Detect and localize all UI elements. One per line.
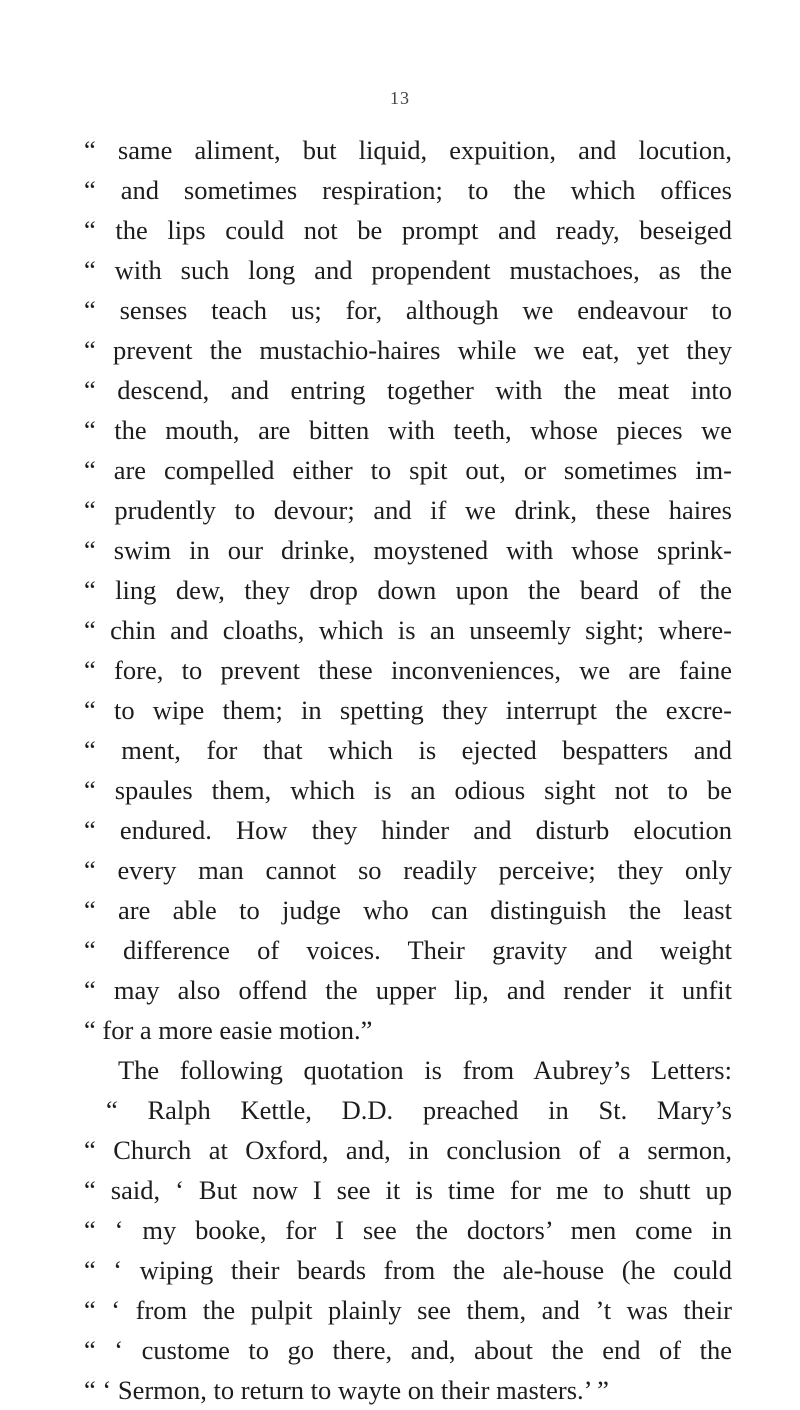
- text-line: “ with such long and propendent mustachoes, as the: [84, 255, 732, 285]
- text-line: “ may also offend the upper lip, and render it unfit: [84, 975, 732, 1005]
- text-line: “ same aliment, but liquid, expuition, and locution,: [84, 135, 732, 165]
- text-line: “ ‘ custome to go there, and, about the end of the: [84, 1335, 732, 1365]
- text-line: “ are compelled either to spit out, or sometimes im-: [84, 455, 732, 485]
- text-line: “ chin and cloaths, which is an unseemly sight; where-: [84, 615, 732, 645]
- text-line: “ ling dew, they drop down upon the beard of the: [84, 575, 732, 605]
- text-line: “ Church at Oxford, and, in conclusion of a sermon,: [84, 1135, 732, 1165]
- text-line: “ and sometimes respiration; to the which offices: [84, 175, 732, 205]
- text-line: “ ‘ from the pulpit plainly see them, and ’t was their: [84, 1295, 732, 1325]
- text-line: “ senses teach us; for, although we endeavour to: [84, 295, 732, 325]
- text-line: “ said, ‘ But now I see it is time for me to shutt up: [84, 1175, 732, 1205]
- text-line: “ every man cannot so readily perceive; they only: [84, 855, 732, 885]
- text-line: “ the mouth, are bitten with teeth, whose pieces we: [84, 415, 732, 445]
- text-line: “ prudently to devour; and if we drink, these haires: [84, 495, 732, 525]
- text-line: The following quotation is from Aubrey’s Letters:: [118, 1055, 732, 1085]
- text-line: “ Ralph Kettle, D.D. preached in St. Mary’s: [106, 1095, 732, 1125]
- text-line: “ the lips could not be prompt and ready, beseiged: [84, 215, 732, 245]
- text-line: “ ‘ my booke, for I see the doctors’ men come in: [84, 1215, 732, 1245]
- text-line: “ fore, to prevent these inconveniences, we are faine: [84, 655, 732, 685]
- text-line: “ are able to judge who can distinguish the least: [84, 895, 732, 925]
- page-number: 13: [390, 88, 410, 108]
- text-line: “ spaules them, which is an odious sight not to be: [84, 775, 732, 805]
- text-line: “ descend, and entring together with the meat into: [84, 375, 732, 405]
- text-line: “ ‘ wiping their beards from the ale-house (he could: [84, 1255, 732, 1285]
- text-line: “ difference of voices. Their gravity and weight: [84, 935, 732, 965]
- text-line: “ for a more easie motion.”: [84, 1015, 373, 1045]
- text-line: “ ment, for that which is ejected bespatters and: [84, 735, 732, 765]
- text-line: “ swim in our drinke, moystened with whose sprink-: [84, 535, 732, 565]
- text-line: “ to wipe them; in spetting they interrupt the excre-: [84, 695, 732, 725]
- text-line: “ prevent the mustachio-haires while we eat, yet they: [84, 335, 732, 365]
- text-line: “ endured. How they hinder and disturb elocution: [84, 815, 732, 845]
- body-text: [84, 130, 732, 1410]
- text-line: “ ‘ Sermon, to return to wayte on their masters.’ ”: [84, 1375, 609, 1405]
